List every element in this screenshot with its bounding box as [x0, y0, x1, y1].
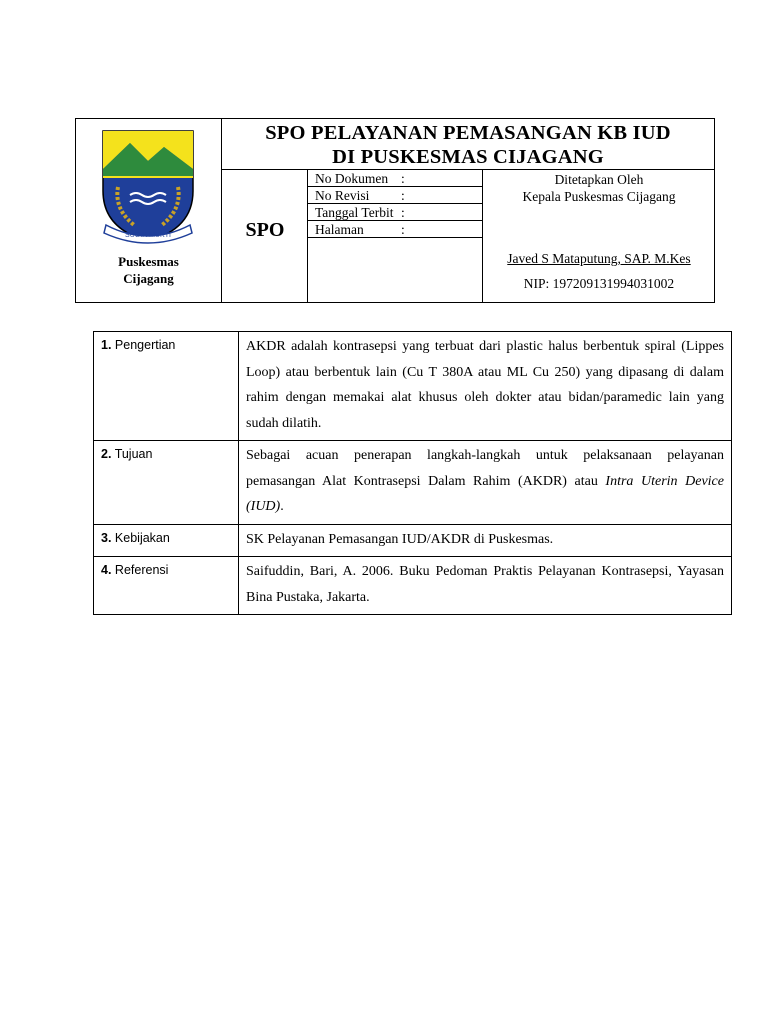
row-text: Sebagai acuan penerapan langkah-langkah untuk pelaksanaan pelayanan pemasangan Alat Kontrasepsi Dalam Rahim (AKDR) atau — [246, 448, 724, 489]
logo-motto: SUGIH MUKTI — [125, 232, 171, 239]
row-label: Pengertian — [114, 338, 176, 352]
row-label: Tujuan — [114, 447, 153, 461]
title-line2: DI PUSKESMAS CIJAGANG — [332, 146, 604, 168]
row-number: 2. — [101, 447, 112, 461]
meta-label-tanggal-terbit: Tanggal Terbit — [315, 205, 394, 220]
row-text: Saifuddin, Bari, A. 2006. Buku Pedoman Praktis Pelayanan Kontrasepsi, Yayasan Bina Pustaka, Jakarta. — [239, 557, 732, 615]
meta-separator: : — [401, 222, 405, 237]
organization-name — [76, 253, 221, 287]
row-label-cell — [94, 524, 239, 557]
row-text: SK Pelayanan Pemasangan IUD/AKDR di Puskesmas. — [239, 524, 732, 557]
divider — [221, 169, 714, 170]
row-label-cell — [94, 557, 239, 615]
table-row — [94, 524, 732, 557]
signer-name: Javed S Mataputung, SAP. M.Kes — [507, 251, 691, 266]
row-text: AKDR adalah kontrasepsi yang terbuat dari plastic halus berbentuk spiral (Lippes Loop) atau berbentuk lain (Cu T 380A atau ML Cu 250) yang dipasang di dalam rahim dengan memakai alat khusus oleh dokter atau bidan/paramedic lain yang sudah dilatih. — [239, 332, 732, 441]
document-title — [222, 121, 714, 169]
org-name-line1: Puskesmas — [118, 254, 179, 269]
logo-cell — [76, 119, 221, 302]
table-row — [94, 332, 732, 441]
meta-label-no-revisi: No Revisi — [315, 188, 370, 203]
meta-label-halaman: Halaman — [315, 222, 364, 237]
org-name-line2: Cijagang — [123, 271, 174, 286]
approval-line1: Ditetapkan Oleh — [554, 172, 644, 187]
document-header-table — [75, 118, 715, 303]
signer-nip: NIP: 197209131994031002 — [523, 276, 675, 291]
procedure-content-table — [93, 331, 732, 615]
row-text-italic: Intra Uterin Device (IUD) — [246, 473, 724, 514]
meta-separator: : — [401, 205, 405, 220]
row-label-cell — [94, 441, 239, 525]
meta-separator: : — [401, 188, 405, 203]
puskesmas-emblem-logo — [100, 129, 196, 251]
row-label: Referensi — [114, 563, 169, 577]
row-number: 1. — [101, 338, 112, 352]
row-text-end: . — [280, 499, 284, 514]
row-number: 4. — [101, 563, 112, 577]
table-row — [94, 557, 732, 615]
table-row — [94, 441, 732, 525]
title-line1: SPO PELAYANAN PEMASANGAN KB IUD — [265, 122, 671, 144]
meta-separator: : — [401, 171, 405, 186]
row-number: 3. — [101, 530, 112, 545]
row-label-cell — [94, 332, 239, 441]
row-text-cell — [239, 441, 732, 525]
meta-label-no-dokumen: No Dokumen — [315, 171, 389, 186]
row-label: Kebijakan — [114, 530, 170, 545]
spo-label: SPO — [245, 219, 285, 241]
approval-line2: Kepala Puskesmas Cijagang — [522, 189, 676, 204]
